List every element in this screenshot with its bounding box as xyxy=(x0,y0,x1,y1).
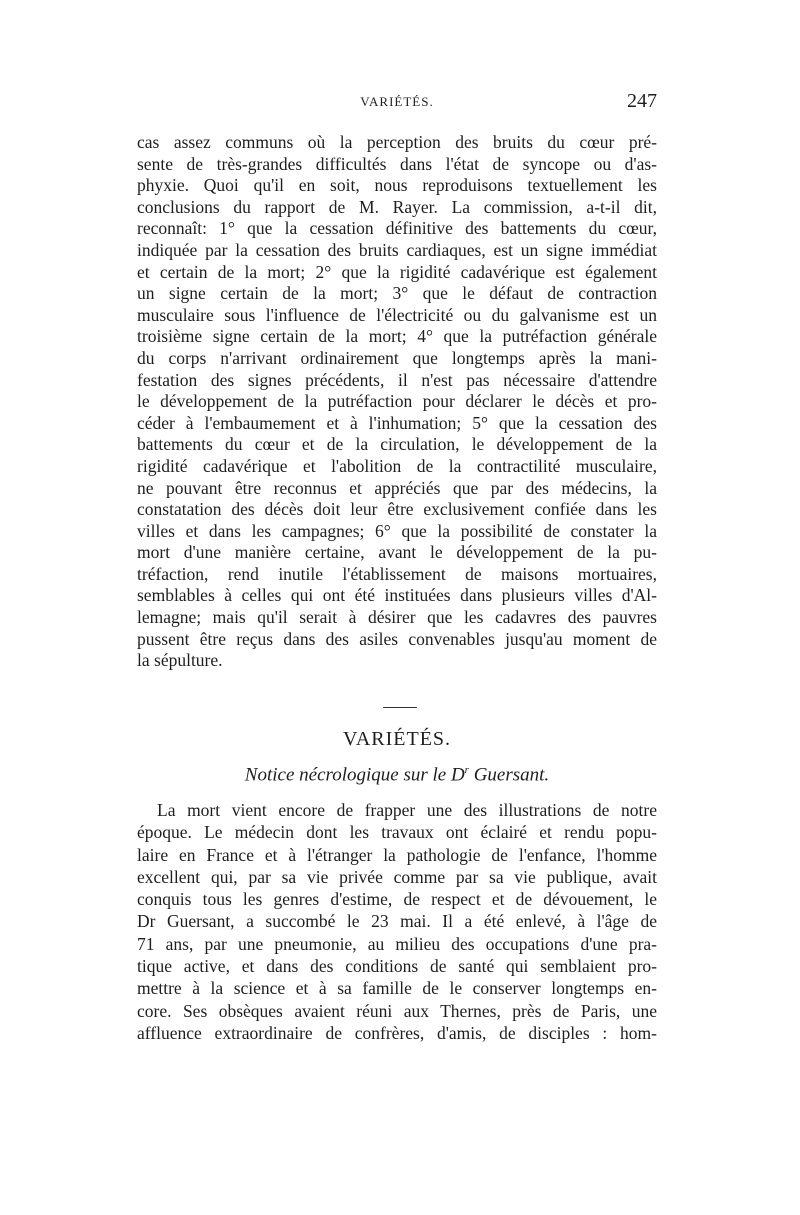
paragraph-obituary xyxy=(137,799,657,1044)
text-line: mort d'une manière certaine, avant le développement de la pu- xyxy=(137,542,657,563)
text-line: sente de très-grandes difficultés dans l'état de syncope ou d'as- xyxy=(137,153,657,174)
text-line: conclusions du rapport de M. Rayer. La commission, a-t-il dit, xyxy=(137,196,657,217)
text-line: La mort vient encore de frapper une des illustrations de notre xyxy=(157,800,657,820)
text-line: rigidité cadavérique et l'abolition de la contractilité musculaire, xyxy=(137,455,657,476)
text-line: troisième signe certain de la mort; 4° que la putréfaction générale xyxy=(137,326,657,347)
subtitle-superscript: r xyxy=(464,764,469,776)
text-line: affluence extraordinaire de confrères, d'amis, de disciples : hom- xyxy=(137,1022,657,1043)
text-line: semblables à celles qui ont été instituées dans plusieurs villes d'Al- xyxy=(137,585,657,606)
text-line: reconnaît: 1° que la cessation définitive des battements du cœur, xyxy=(137,218,657,239)
text-line: et certain de la mort; 2° que la rigidité cadavérique est également xyxy=(137,261,657,282)
running-head xyxy=(137,90,657,118)
section-separator-rule xyxy=(383,707,417,708)
paragraph-report-conclusions xyxy=(137,132,657,672)
text-line: phyxie. Quoi qu'il en soit, nous reproduisons textuellement les xyxy=(137,175,657,196)
text-line: lemagne; mais qu'il serait à désirer que les cadavres des pauvres xyxy=(137,607,657,628)
text-line: musculaire sous l'influence de l'électricité ou du galvanisme est un xyxy=(137,304,657,325)
text-line: core. Ses obsèques avaient réuni aux Thernes, près de Paris, une xyxy=(137,1000,657,1021)
subtitle-name: Guersant. xyxy=(468,764,550,786)
section-title: VARIÉTÉS. xyxy=(342,728,452,750)
text-line: tique active, et dans des conditions de santé qui semblaient pro- xyxy=(137,956,657,977)
subtitle-text: Notice nécrologique sur le D xyxy=(244,764,465,786)
text-line: excellent qui, par sa vie privée comme par sa vie publique, avait xyxy=(137,866,657,887)
text-line: tréfaction, rend inutile l'établissement de maisons mortuaires, xyxy=(137,563,657,584)
text-line: 71 ans, par une pneumonie, au milieu des occupations d'une pra- xyxy=(137,933,657,954)
text-line: du corps n'arrivant ordinairement que longtemps après la mani- xyxy=(137,347,657,368)
running-title: VARIÉTÉS. xyxy=(360,94,434,109)
text-line: conquis tous les genres d'estime, de respect et de dévouement, le xyxy=(137,889,657,910)
text-line: laire en France et à l'étranger la pathologie de l'enfance, l'homme xyxy=(137,844,657,865)
text-line: villes et dans les campagnes; 6° que la possibilité de constater la xyxy=(137,520,657,541)
text-line: indiquée par la cessation des bruits cardiaques, est un signe immédiat xyxy=(137,239,657,260)
text-line: le développement de la putréfaction pour déclarer le décès et pro- xyxy=(137,391,657,412)
text-line: mettre à la science et à sa famille de le conserver longtemps en- xyxy=(137,978,657,999)
text-line: un signe certain de la mort; 3° que le défaut de contraction xyxy=(137,283,657,304)
text-line: époque. Le médecin dont les travaux ont éclairé et rendu popu- xyxy=(137,822,657,843)
text-line: la sépulture. xyxy=(137,650,223,671)
page-number: 247 xyxy=(627,90,657,112)
section-subtitle xyxy=(137,764,657,786)
text-line: constatation des décès doit leur être exclusivement confiée dans les xyxy=(137,499,657,520)
text-line: festation des signes précédents, il n'est pas nécessaire d'attendre xyxy=(137,369,657,390)
text-line: battements du cœur et de la circulation, le développement de la xyxy=(137,434,657,455)
text-line: céder à l'embaumement et à l'inhumation; 5° que la cessation des xyxy=(137,412,657,433)
text-line: ne pouvant être reconnus et appréciés que par des médecins, la xyxy=(137,477,657,498)
text-line: cas assez communs où la perception des bruits du cœur pré- xyxy=(137,132,657,152)
text-line: Dr Guersant, a succombé le 23 mai. Il a été enlevé, à l'âge de xyxy=(137,911,657,932)
text-line: pussent être reçus dans des asiles convenables jusqu'au moment de xyxy=(137,628,657,649)
